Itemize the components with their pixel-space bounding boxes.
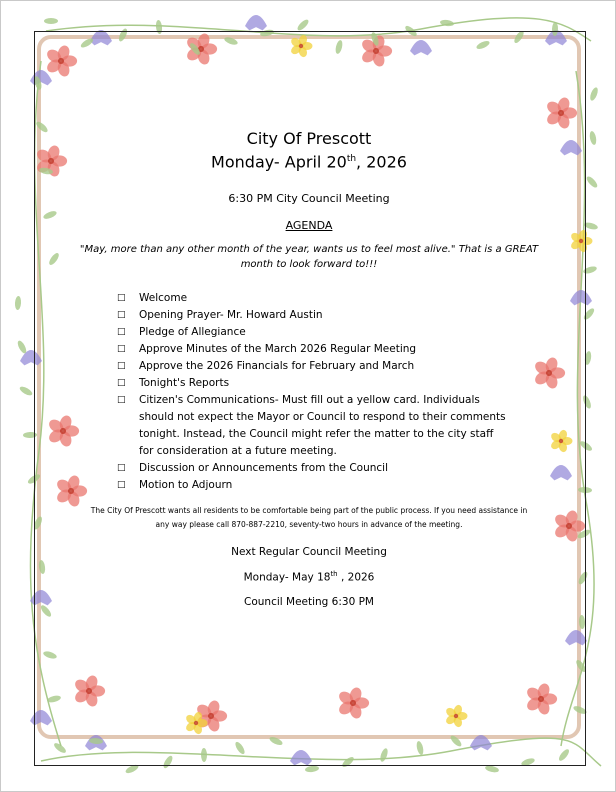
leaf-icon — [585, 175, 599, 189]
agenda-item: □ Approve Minutes of the March 2026 Regular Meeting — [117, 341, 509, 358]
leaf-icon — [296, 18, 310, 32]
checkbox-icon: □ — [117, 480, 126, 491]
accessibility-notice: The City Of Prescott wants all residents to be comfortable being part of the public process. If you need assistance in any way please call 870-887-2210, seventy-two hours in advance of the meeting. — [90, 506, 528, 530]
checkbox-icon: □ — [117, 310, 126, 321]
bell-flower-icon — [245, 15, 267, 30]
agenda-item: □ Citizen's Communications- Must fill out a yellow card. Individuals should not expect the Mayor or Council to respond to their comments tonight. Instead, the Council might refer the matter to the city staff for consideration at a future meeting. — [117, 392, 509, 460]
leaf-icon — [305, 765, 320, 773]
checkbox-icon: □ — [117, 361, 126, 372]
meeting-time: 6:30 PM City Council Meeting — [228, 192, 390, 206]
city-title: City Of Prescott — [246, 129, 372, 148]
meeting-date: Monday- April 20th, 2026 — [211, 152, 407, 172]
leaf-icon — [589, 131, 598, 146]
agenda-item: □ Welcome — [117, 290, 509, 307]
leaf-icon — [589, 86, 600, 101]
agenda-item: □ Approve the 2026 Financials for February and March — [117, 358, 509, 375]
leaf-icon — [18, 385, 33, 397]
agenda-item: □ Discussion or Announcements from the Council — [117, 460, 509, 477]
checkbox-icon: □ — [117, 293, 126, 304]
agenda-item: □ Tonight's Reports — [117, 375, 509, 392]
checkbox-icon: □ — [117, 378, 126, 389]
checkbox-icon: □ — [117, 344, 126, 355]
agenda-list — [117, 290, 509, 494]
leaf-icon — [44, 18, 58, 24]
checkbox-icon: □ — [117, 463, 126, 474]
quote-text: "May, more than any other month of the year, wants us to feel most alive." That is a GREAT month to look forward to!!! — [79, 244, 539, 271]
next-meeting-date: Monday- May 18th , 2026 — [243, 570, 375, 584]
agenda-content — [79, 129, 539, 608]
checkbox-icon: □ — [117, 327, 126, 338]
leaf-icon — [15, 296, 22, 310]
next-meeting-label: Next Regular Council Meeting — [231, 546, 387, 559]
agenda-item: □ Pledge of Allegiance — [117, 324, 509, 341]
agenda-item: □ Motion to Adjourn — [117, 477, 509, 494]
next-meeting-time: Council Meeting 6:30 PM — [244, 595, 374, 608]
checkbox-icon: □ — [117, 395, 126, 406]
agenda-heading: AGENDA — [285, 219, 333, 233]
agenda-item: □ Opening Prayer- Mr. Howard Austin — [117, 307, 509, 324]
